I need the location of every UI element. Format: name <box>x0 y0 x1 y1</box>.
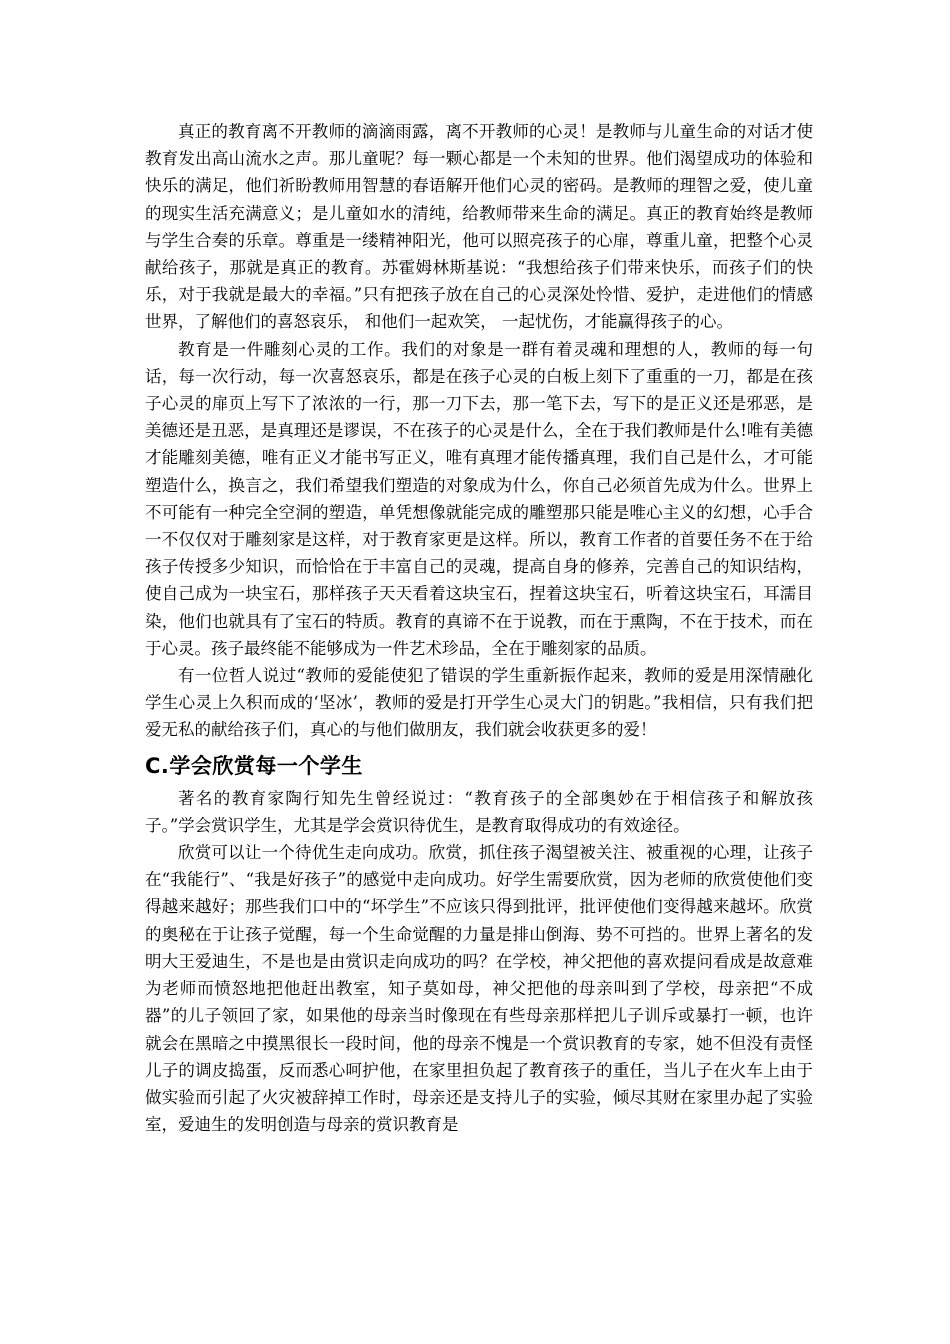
section-heading: C.学会欣赏每一个学生 <box>145 753 363 778</box>
paragraph-teacher-love: 有一位哲人说过“教师的爱能使犯了错误的学生重新振作起来，教师的爱是用深情融化学生心灵上久积而成的‘坚冰’，教师的爱是打开学生心灵大门的钥匙。”我相信，只有我们把爱无私的献给孩子们，真心的与他们做朋友，我们就会收获更多的爱！ <box>145 666 813 740</box>
paragraph-carving-souls: 教育是一件雕刻心灵的工作。我们的对象是一群有着灵魂和理想的人，教师的每一句话，每一次行动，每一次喜怒哀乐，都是在孩子心灵的白板上刻下了重重的一刀，都是在孩子心灵的扉页上写下了浓浓的一行，那一刀下去，那一笔下去，写下的是正义还是邪恶，是美德还是丑恶，是真理还是谬误，不在孩子的心灵是什么，全在于我们教师是什么!唯有美德才能雕刻美德，唯有正义才能书写正义，唯有真理才能传播真理，我们自己是什么，才可能塑造什么，换言之，我们希望我们塑造的对象成为什么，你自己必须首先成为什么。世界上不可能有一种完全空洞的塑造，单凭想像就能完成的雕塑那只能是唯心主义的幻想，心手合一不仅仅对于雕刻家是这样，对于教育家更是这样。所以，教育工作者的首要任务不在于给孩子传授多少知识，而恰恰在于丰富自己的灵魂，提高自身的修养，完善自己的知识结构，使自己成为一块宝石，那样孩子天天看着这块宝石，捏着这块宝石，听着这块宝石，耳濡目染，他们也就具有了宝石的特质。教育的真谛不在于说教，而在于熏陶，不在于技术，而在于心灵。孩子最终能不能够成为一件艺术珍品，全在于雕刻家的品质。 <box>145 339 813 658</box>
paragraph-tao-xingzhi: 著名的教育家陶行知先生曾经说过：“教育孩子的全部奥妙在于相信孩子和解放孩子。”学会赏识学生，尤其是学会赏识待优生，是教育取得成功的有效途径。 <box>145 788 813 835</box>
document-body <box>145 118 813 1138</box>
paragraph-teacher-soul: 真正的教育离不开教师的滴滴雨露，离不开教师的心灵！是教师与儿童生命的对话才使教育发出高山流水之声。那儿童呢？每一颗心都是一个未知的世界。他们渴望成功的体验和快乐的满足，他们祈盼教师用智慧的春语解开他们心灵的密码。是教师的理智之爱，使儿童的现实生活充满意义；是儿童如水的清纯，给教师带来生命的满足。真正的教育始终是教师与学生合奏的乐章。尊重是一缕精神阳光，他可以照亮孩子的心扉，尊重儿童，把整个心灵献给孩子，那就是真正的教育。苏霍姆林斯基说：“我想给孩子们带来快乐，而孩子们的快乐，对于我就是最大的幸福。”只有把孩子放在自己的心灵深处怜惜、爱护，走进他们的情感世界，了解他们的喜怒哀乐， 和他们一起欢笑， 一起忧伤，才能赢得孩子的心。 <box>145 122 813 332</box>
paragraph-appreciation-edison: 欣赏可以让一个待优生走向成功。欣赏，抓住孩子渴望被关注、被重视的心理，让孩子在“我能行”、“我是好孩子”的感觉中走向成功。好学生需要欣赏，因为老师的欣赏使他们变得越来越好；那些我们口中的“坏学生”不应该只得到批评，批评使他们变得越来越坏。欣赏的奥秘在于让孩子觉醒，每一个生命觉醒的力量是排山倒海、势不可挡的。世界上著名的发明大王爱迪生，不是也是由赏识走向成功的吗？在学校，神父把他的喜欢提问看成是故意难为老师而愤怒地把他赶出教室，知子莫如母，神父把他的母亲叫到了学校，母亲把“不成器”的儿子领回了家，如果他的母亲当时像现在有些母亲那样把儿子训斥或暴打一顿，也许就会在黑暗之中摸黑很长一段时间，他的母亲不愧是一个赏识教育的专家，她不但没有责怪儿子的调皮捣蛋，反而悉心呵护他，在家里担负起了教育孩子的重任，当儿子在火车上由于做实验而引起了火灾被辞掉工作时，母亲还是支持儿子的实验，倾尽其财在家里办起了实验室，爱迪生的发明创造与母亲的赏识教育是 <box>145 843 813 1135</box>
